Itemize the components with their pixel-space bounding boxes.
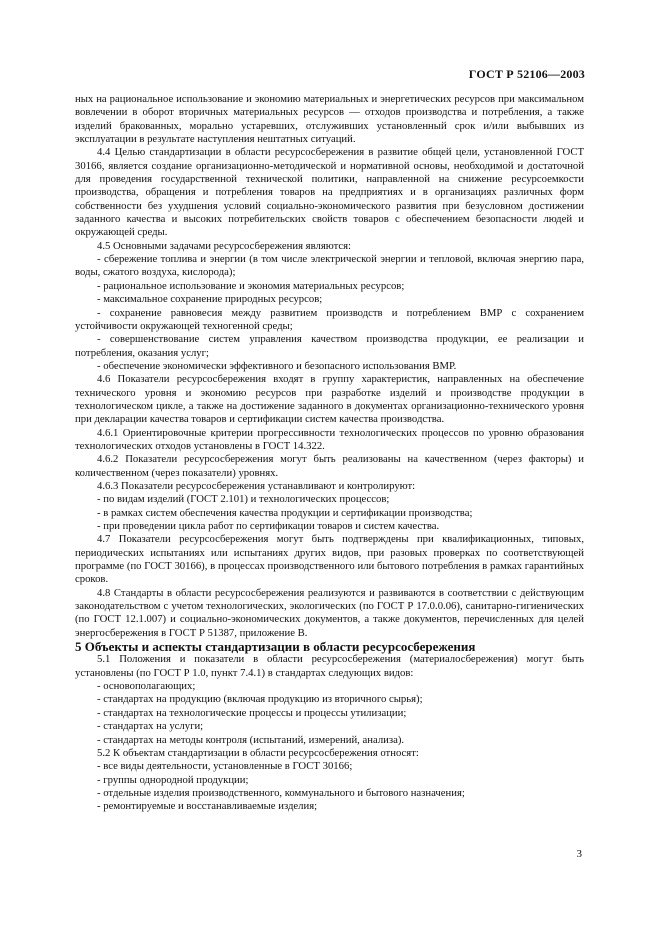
list-item: - стандартах на услуги; [97, 720, 204, 733]
paragraph: 4.6.2 Показатели ресурсосбережения могут быть реализованы на качественном (через факторы) и количественном (через показатели) уровнях. [75, 453, 584, 479]
list-item: - в рамках систем обеспечения качества продукции и сертификации производства; [97, 506, 473, 519]
list-item: - основополагающих; [97, 680, 196, 693]
list-item: - по видам изделий (ГОСТ 2.101) и технологических процессов; [97, 493, 390, 506]
paragraph: ных на рациональное использование и экономию материальных и энергетических ресурсов при максимальном вовлечении в оборот вторичных материальных ресурсов — отходов производства и потребления, а также изделий бракованных, морально устаревших, отслуживших установленный срок и/или выбывших из эксплуатации в результате наступления нештатных ситуаций. [75, 93, 584, 146]
list-item: - сбережение топлива и энергии (в том числе электрической энергии и тепловой, включая энергию пара, воды, сжатого воздуха, кислорода); [75, 253, 584, 279]
paragraph: 4.5 Основными задачами ресурсосбережения являются: [97, 239, 352, 252]
document-body [75, 93, 584, 814]
list-item: - группы однородной продукции; [97, 773, 249, 786]
list-item: - максимальное сохранение природных ресурсов; [97, 293, 323, 306]
list-item: - сохранение равновесия между развитием производств и потреблением ВМР с сохранением устойчивости окружающей техногенной среды; [75, 306, 584, 332]
list-item: - ремонтируемые и восстанавливаемые изделия; [97, 800, 318, 813]
paragraph: 4.6.3 Показатели ресурсосбережения устанавливают и контролируют: [97, 479, 416, 492]
document-header: ГОСТ Р 52106—2003 [468, 67, 585, 81]
page-number: 3 [576, 848, 582, 860]
paragraph: 4.8 Стандарты в области ресурсосбережения реализуются и развиваются в соответствии с действующим законодательством с учетом технологических, экологических (по ГОСТ Р 17.0.0.06), санитарно-гигиенических (по ГОСТ 12.1.007) и социально-экономических документов, а также документов, перечисленных для целей энергосбережения в ГОСТ Р 51387, приложение В. [75, 586, 584, 639]
list-item: - обеспечение экономически эффективного и безопасного использования ВМР. [97, 359, 457, 372]
list-item: - совершенствование систем управления качеством производства продукции, ее реализации и потребления, оказания услуг; [75, 333, 584, 359]
list-item: - все виды деятельности, установленные в ГОСТ 30166; [97, 760, 353, 773]
list-item: - при проведении цикла работ по сертификации товаров и систем качества. [97, 520, 440, 532]
paragraph: 4.7 Показатели ресурсосбережения могут быть подтверждены при квалификационных, типовых, периодических испытаниях или испытаниях других видов, при разовых проверках по соответствующей программе (по ГОСТ 30166), в процессах производственного или бытового потребления в рамках гарантийных сроков. [75, 533, 584, 586]
list-item: - стандартах на продукцию (включая продукцию из вторичного сырья); [97, 693, 423, 706]
paragraph: 4.6.1 Ориентировочные критерии прогрессивности технологических процессов по уровню образования технологических отходов установлены в ГОСТ 14.322. [75, 426, 584, 452]
paragraph: 5.1 Положения и показатели в области ресурсосбережения (материалосбережения) могут быть установлены (по ГОСТ Р 1.0, пункт 7.4.1) в стандартах следующих видов: [75, 653, 584, 679]
paragraph: 4.4 Целью стандартизации в области ресурсосбережения в развитие общей цели, установленной ГОСТ 30166, является создание организационно-методической и нормативной основы, необходимой и достаточной для проведения государственной технической политики, направленной на снижение ресурсоемкости производства, обращения и потребления товаров на предприятиях и в организациях различных форм собственности без ухудшения условий социально-экономического развития при безусловном достижении заданного качества и высоких потребительских свойств товаров с обеспечением безопасности людей и окружающей среды. [75, 146, 584, 239]
paragraph: 5.2 К объектам стандартизации в области ресурсосбережения относят: [97, 746, 419, 759]
list-item: - рациональное использование и экономия материальных ресурсов; [97, 279, 405, 292]
list-item: - отдельные изделия производственного, коммунального и бытового назначения; [97, 786, 465, 799]
section-heading: 5 Объекты и аспекты стандартизации в области ресурсосбережения [75, 639, 476, 655]
list-item: - стандартах на методы контроля (испытаний, измерений, анализа). [97, 733, 405, 746]
list-item: - стандартах на технологические процессы и процессы утилизации; [97, 706, 407, 719]
paragraph: 4.6 Показатели ресурсосбережения входят в группу характеристик, направленных на обеспечение технического уровня и экономию ресурсов при разработке изделий и производстве продукции в технологическом цикле, а также на достижение заданного в документах организационно-технического уровня при декларации качества товаров и сертификации систем качества производства. [75, 373, 584, 426]
